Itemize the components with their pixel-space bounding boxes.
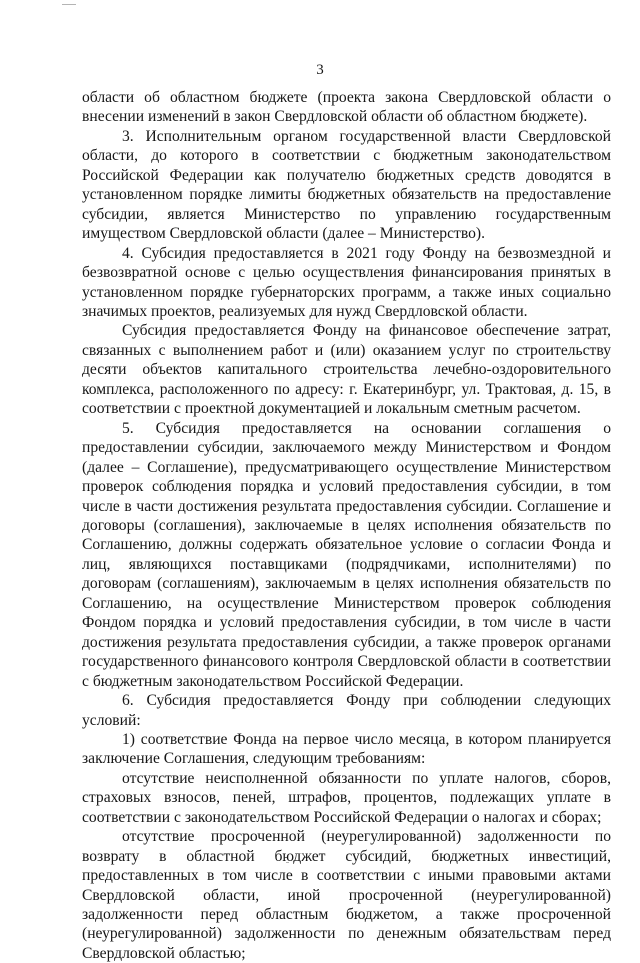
document-body [82, 88, 611, 963]
paragraph-subsidy-purpose: Субсидия предоставляется Фонду на финансовое обеспечение затрат, связанных с выполнением работ и (или) оказанием услуг по строительству десяти объектов капитального строительства лечебно-оздоровительного комплекса, расположенного по адресу: г. Екатеринбург, ул. Трактовая, д. 15, в соответствии с проектной документацией и локальным сметным расчетом. [82, 322, 611, 418]
paragraph-subitem-1: 1) соответствие Фонда на первое число месяца, в котором планируется заключение Соглашения, следующим требованиям: [82, 730, 611, 768]
paragraph-item-4: 4. Субсидия предоставляется в 2021 году Фонду на безвозмездной и безвозвратной основе с целью осуществления финансирования принятых в установленном порядке губернаторских программ, а также иных социально значимых проектов, реализуемых для нужд Свердловской области. [82, 244, 611, 320]
paragraph-item-6: 6. Субсидия предоставляется Фонду при соблюдении следующих условий: [82, 692, 611, 729]
paragraph-continuation: области об областном бюджете (проекта закона Свердловской области о внесении изменений в закон Свердловской области об областном бюджете). [82, 89, 611, 126]
scan-artifact-mark [62, 4, 76, 5]
paragraph-requirement-debts: отсутствие просроченной (неурегулированной) задолженности по возврату в областной бюджет субсидий, бюджетных инвестиций, предоставленных в том числе в соответствии с иными правовыми актами Свердловской области, иной просроченной (неурегулированной) задолженности перед областным бюджетом, а также просроченной (неурегулированной) задолженности по денежным обязательствам перед Свердловской областью; [82, 828, 611, 962]
paragraph-requirement-taxes: отсутствие неисполненной обязанности по уплате налогов, сборов, страховых взносов, пеней, штрафов, процентов, подлежащих уплате в соответствии с законодательством Российской Федерации о налогах и сборах; [82, 769, 611, 826]
paragraph-item-3: 3. Исполнительным органом государственной власти Свердловской области, до которого в соответствии с бюджетным законодательством Российской Федерации как получателю бюджетных средств доводятся в установленном порядке лимиты бюджетных обязательств на предоставление субсидии, является Министерство по управлению государственным имуществом Свердловской области (далее – Министерство). [82, 127, 611, 243]
page-number: 3 [316, 62, 324, 78]
paragraph-item-5: 5. Субсидия предоставляется на основании соглашения о предоставлении субсидии, заключаемого между Министерством и Фондом (далее – Соглашение), предусматривающего осуществление Министерством проверок соблюдения порядка и условий предоставления субсидии, в том числе в части достижения результата предоставления субсидии. Соглашение и договоры (соглашения), заключаемые в целях исполнения обязательств по Соглашению, должны содержать обязательное условие о согласии Фонда и лиц, являющихся поставщиками (подрядчиками, исполнителями) по договорам (соглашениям), заключаемым в целях исполнения обязательств по Соглашению, на осуществление Министерством проверок соблюдения Фондом порядка и условий предоставления субсидии, в том числе в части достижения результата предоставления субсидии, а также проверок органами государственного финансового контроля Свердловской области в соответствии с бюджетным законодательством Российской Федерации. [82, 419, 611, 690]
